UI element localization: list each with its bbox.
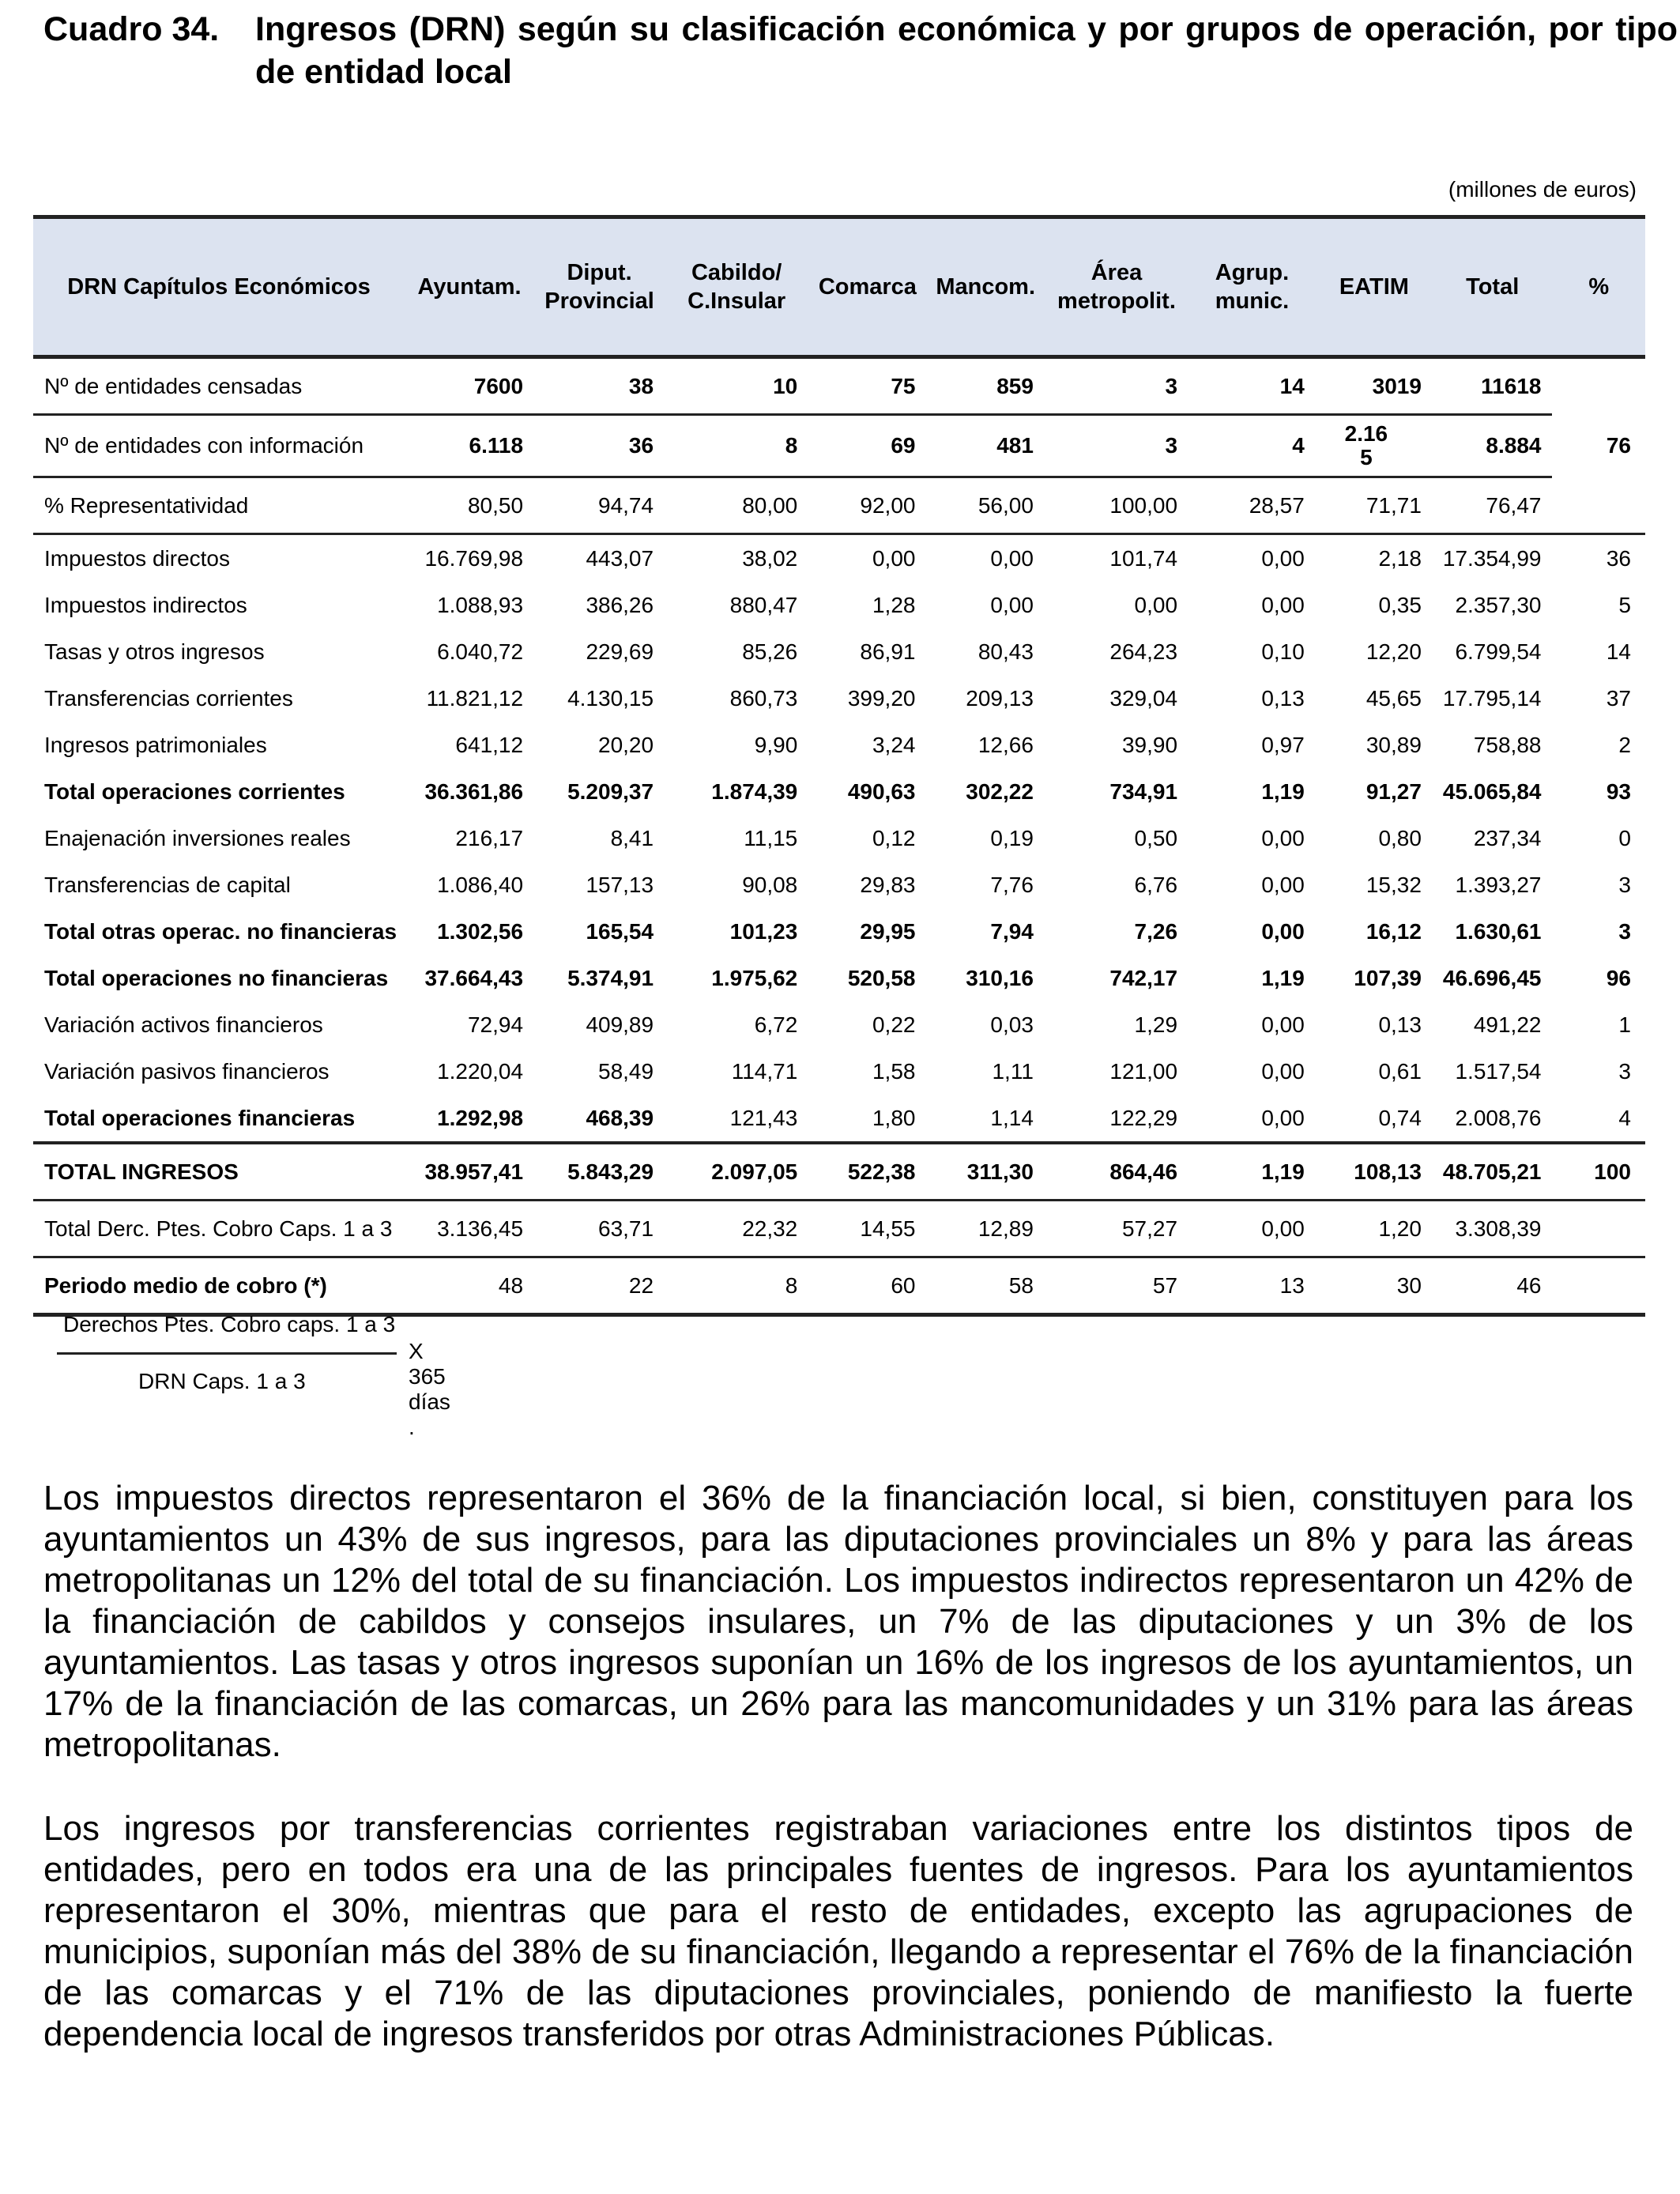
table-cell: 1.517,54	[1455, 1058, 1542, 1084]
table-cell: 29,83	[860, 872, 916, 897]
table-row	[33, 722, 1645, 768]
table-cell: 520,58	[847, 965, 916, 990]
table-cell: 86,91	[860, 639, 916, 664]
table-cell: 3019	[1316, 357, 1433, 415]
table-cell: 1,29	[1134, 1012, 1178, 1037]
table-cell: 80,00	[742, 492, 798, 518]
header-cell	[534, 217, 665, 357]
table-cell: 45,65	[1365, 685, 1422, 711]
table-cell: 5.374,91	[567, 965, 654, 990]
formula-denominator: DRN Caps. 1 a 3	[138, 1369, 306, 1393]
table-cell: 859	[926, 357, 1044, 415]
row-label: Total Derc. Ptes. Cobro Caps. 1 a 3	[33, 1201, 405, 1257]
header-cell-line: Mancom.	[936, 274, 1036, 300]
table-cell: 57,27	[1045, 1201, 1188, 1257]
row-label: Nº de entidades con información	[33, 415, 405, 477]
table-cell: 0,61	[1378, 1058, 1422, 1084]
table-cell: 63,71	[534, 1201, 665, 1257]
table-cell: 522,38	[808, 1143, 926, 1201]
table-cell: 310,16	[966, 965, 1034, 990]
table-cell: 1.393,27	[1455, 872, 1542, 897]
table-cell: 0,00	[1261, 1105, 1305, 1130]
table-cell: 76,47	[1486, 492, 1542, 518]
table-cell: 22,32	[665, 1201, 808, 1257]
table-cell: 12,89	[926, 1201, 1044, 1257]
table-cell: 386,26	[586, 592, 654, 617]
table-cell: 80,43	[977, 639, 1034, 664]
row-label: Periodo medio de cobro (*)	[33, 1257, 405, 1315]
table-cell: 3.136,45	[405, 1201, 534, 1257]
table-cell: 8	[665, 415, 808, 477]
table-cell: 36	[1552, 534, 1645, 582]
table-row	[33, 582, 1645, 628]
header-cell-line: Comarca	[818, 274, 917, 300]
table-cell: 17.354,99	[1433, 534, 1553, 582]
table-cell: 30,89	[1365, 732, 1422, 757]
table-cell: 4	[1188, 415, 1316, 477]
table-cell: 93	[1606, 778, 1631, 804]
table-cell: 36.361,86	[424, 778, 524, 804]
table-cell: 16,12	[1365, 918, 1422, 944]
table-cell: 0,00	[808, 534, 926, 582]
table-cell: 443,07	[534, 534, 665, 582]
table-cell: 58,49	[598, 1058, 654, 1084]
period-row	[33, 1257, 1645, 1315]
table-cell: 165,54	[586, 918, 654, 944]
total-row	[33, 1143, 1645, 1201]
table-cell: 36	[534, 415, 665, 477]
table-cell: 14	[1606, 639, 1631, 664]
row-label: Total operaciones no financieras	[44, 965, 389, 990]
row-label: Total operaciones financieras	[44, 1105, 356, 1130]
table-cell: 11618	[1433, 357, 1553, 415]
table-row	[33, 861, 1645, 908]
pending-row	[33, 1201, 1645, 1257]
table-cell: 37	[1606, 685, 1631, 711]
table-row	[33, 1001, 1645, 1048]
table-cell: 1,19	[1261, 965, 1305, 990]
table-row	[33, 675, 1645, 722]
table-cell: 3	[1618, 872, 1631, 897]
table-row	[33, 1095, 1645, 1143]
table-cell: 90,08	[742, 872, 798, 897]
table-cell: 58	[926, 1257, 1044, 1315]
table-cell: 48.705,21	[1433, 1143, 1553, 1201]
coverage-row	[33, 415, 1645, 477]
row-label: Variación pasivos financieros	[44, 1058, 330, 1084]
table-cell: 29,95	[860, 918, 916, 944]
table-row	[33, 1048, 1645, 1095]
table-cell: 0,97	[1261, 732, 1305, 757]
table-cell: 30	[1316, 1257, 1433, 1315]
paragraph: Los impuestos directos representaron el 36% de la financiación local, si bien, constituyen para los ayuntamientos un 43% de sus ingresos, para las diputaciones provinciales un 8% y para las áreas metropolitanas un 12% del total de su financiación. Los impuestos indirectos representaron un 42% de la financiación de cabildos y consejos insulares, un 7% de las diputaciones y un 3% de los ayuntamientos. Las tasas y otros ingresos suponían un 16% de los ingresos de los ayuntamientos, un 17% de la financiación de las comarcas, un 26% para las mancomunidades y un 31% para las áreas metropolitanas.	[43, 1479, 1633, 1764]
table-cell: 114,71	[731, 1058, 798, 1084]
table-cell: 7600	[405, 357, 534, 415]
table-cell: 1,58	[872, 1058, 916, 1084]
table-cell: 38,02	[665, 534, 808, 582]
table-cell: 12,20	[1365, 639, 1422, 664]
header-cell-line: Área	[1090, 260, 1143, 285]
table-cell: 4	[1618, 1105, 1631, 1130]
table-cell: 3.308,39	[1433, 1201, 1553, 1257]
table-row	[33, 628, 1645, 675]
row-label: Ingresos patrimoniales	[44, 732, 267, 757]
table-cell: 1,28	[872, 592, 916, 617]
table-cell: 101,74	[1045, 534, 1188, 582]
header-cell	[1045, 217, 1188, 357]
table-cell: 1,80	[872, 1105, 916, 1130]
table-cell: 6.799,54	[1455, 639, 1542, 664]
header-cell	[926, 217, 1044, 357]
table-cell: 121,43	[729, 1105, 798, 1130]
table-cell: 0,00	[1188, 1201, 1316, 1257]
pct-cell: 76	[1606, 433, 1631, 458]
row-label: % Representatividad	[44, 492, 249, 518]
table-cell: 3	[1045, 357, 1188, 415]
table-cell: 468,39	[586, 1105, 654, 1130]
table-cell: 641,12	[455, 732, 524, 757]
table-cell: 0,12	[872, 825, 916, 850]
table-cell: 101,23	[729, 918, 798, 944]
header-cell-line: Ayuntam.	[417, 274, 522, 300]
table-cell: 742,17	[1109, 965, 1178, 990]
table-cell: 209,13	[966, 685, 1034, 711]
table-cell: 92,00	[860, 492, 916, 518]
income-table	[33, 215, 1645, 1317]
coverage-row	[33, 357, 1645, 415]
table-cell: 108,13	[1316, 1143, 1433, 1201]
table-cell: 71,71	[1365, 492, 1422, 518]
table-cell: 16.769,98	[405, 534, 534, 582]
table-cell: 0,00	[1261, 825, 1305, 850]
cell-line: 5	[1360, 445, 1373, 469]
table-cell: 12,66	[977, 732, 1034, 757]
header-cell-line: Agrup.	[1215, 260, 1290, 285]
table-row	[33, 534, 1645, 582]
table-cell: 490,63	[847, 778, 916, 804]
table-cell: 45.065,84	[1442, 778, 1542, 804]
table-cell: 481	[926, 415, 1044, 477]
table-cell: 11.821,12	[426, 685, 524, 711]
table-row	[33, 955, 1645, 1001]
table-cell: 6.118	[405, 415, 534, 477]
table-cell: 46	[1433, 1257, 1553, 1315]
table-row	[33, 768, 1645, 815]
table-cell: 9,90	[754, 732, 798, 757]
table-cell: 0,00	[926, 534, 1044, 582]
table-cell: 1.088,93	[437, 592, 524, 617]
table-cell: 409,89	[586, 1012, 654, 1037]
table-cell: 20,20	[598, 732, 654, 757]
table-cell: 17.795,14	[1442, 685, 1542, 711]
table-cell: 57	[1045, 1257, 1188, 1315]
table-cell: 734,91	[1109, 778, 1178, 804]
table-cell: 28,57	[1249, 492, 1305, 518]
row-label: Transferencias corrientes	[44, 685, 293, 711]
table-cell: 94,74	[598, 492, 654, 518]
table-cell: 1,19	[1261, 778, 1305, 804]
table-cell: 96	[1606, 965, 1631, 990]
table-cell: 6,72	[754, 1012, 798, 1037]
table-cell: 0,13	[1378, 1012, 1422, 1037]
table-cell: 46.696,45	[1442, 965, 1542, 990]
table-cell: 7,26	[1134, 918, 1178, 944]
table-cell: 311,30	[926, 1143, 1044, 1201]
row-label: Enajenación inversiones reales	[44, 825, 351, 850]
table-cell: 1,14	[990, 1105, 1034, 1130]
table-cell: 2	[1618, 732, 1631, 757]
table-row	[33, 815, 1645, 861]
table-cell: 0,22	[872, 1012, 916, 1037]
cell-line: 2.16	[1344, 421, 1388, 446]
header-cell-line: Total	[1466, 274, 1520, 300]
table-cell: 1	[1618, 1012, 1631, 1037]
table-cell: 107,39	[1354, 965, 1422, 990]
table-cell: 1.086,40	[437, 872, 524, 897]
header-cell	[1188, 217, 1316, 357]
table-cell: 0,00	[1261, 918, 1305, 944]
table-cell: 75	[808, 357, 926, 415]
table-cell: 1,20	[1316, 1201, 1433, 1257]
table-cell: 91,27	[1365, 778, 1422, 804]
table-cell: 1,19	[1188, 1143, 1316, 1201]
row-label: Impuestos indirectos	[44, 592, 247, 617]
fraction-bar	[57, 1352, 397, 1355]
row-label: Transferencias de capital	[44, 872, 291, 897]
table-cell: 0,19	[990, 825, 1034, 850]
table-cell: 60	[808, 1257, 926, 1315]
table-cell: 3	[1618, 918, 1631, 944]
header-cell-line: C.Insular	[687, 288, 786, 314]
row-label: Impuestos directos	[33, 534, 405, 582]
table-cell: 13	[1188, 1257, 1316, 1315]
row-label: Tasas y otros ingresos	[44, 639, 265, 664]
table-cell: 399,20	[847, 685, 916, 711]
table-cell: 0,13	[1261, 685, 1305, 711]
table-cell: 0,80	[1378, 825, 1422, 850]
table-cell: 10	[665, 357, 808, 415]
table-caption: Ingresos (DRN) según su clasificación económica y por grupos de operación, por tipo de entidad local	[255, 10, 1678, 91]
table-cell: 7,76	[990, 872, 1034, 897]
table-cell: 38	[534, 357, 665, 415]
table-cell: 1.302,56	[437, 918, 524, 944]
row-label: Variación activos financieros	[44, 1012, 323, 1037]
table-cell: 56,00	[977, 492, 1034, 518]
table-cell	[1552, 1201, 1645, 1257]
row-label: TOTAL INGRESOS	[33, 1143, 405, 1201]
table-number: Cuadro 34.	[43, 10, 220, 48]
table-cell: 5.843,29	[534, 1143, 665, 1201]
table-cell: 7,94	[990, 918, 1034, 944]
table-cell: 491,22	[1473, 1012, 1542, 1037]
table-row	[33, 908, 1645, 955]
header-cell-line: Diput.	[567, 260, 632, 285]
formula-numerator: Derechos Ptes. Cobro caps. 1 a 3	[63, 1312, 396, 1336]
table-cell: 880,47	[729, 592, 798, 617]
table-cell: 122,29	[1109, 1105, 1178, 1130]
table-cell: 8,41	[610, 825, 654, 850]
coverage-row	[33, 477, 1645, 534]
table-cell: 11,15	[744, 825, 798, 850]
table-cell: 1.874,39	[711, 778, 798, 804]
table-cell: 2.097,05	[665, 1143, 808, 1201]
table-cell: 14	[1188, 357, 1316, 415]
table-cell: 3	[1618, 1058, 1631, 1084]
table-cell: 1,11	[992, 1058, 1034, 1084]
table-cell: 1.292,98	[437, 1105, 524, 1130]
table-cell: 0	[1618, 825, 1631, 850]
row-label: Nº de entidades censadas	[33, 357, 405, 415]
table-cell	[1552, 1257, 1645, 1315]
table-cell: 8.884	[1433, 415, 1553, 477]
table-cell: 1.220,04	[437, 1058, 524, 1084]
table-cell: 37.664,43	[424, 965, 524, 990]
header-cell	[808, 217, 926, 357]
header-cell	[1552, 217, 1645, 357]
table-cell: 0,50	[1134, 825, 1178, 850]
table-cell: 264,23	[1109, 639, 1178, 664]
table-cell: 0,00	[1261, 1058, 1305, 1084]
table-cell: 48	[405, 1257, 534, 1315]
table-cell: 3,24	[872, 732, 916, 757]
table-cell: 864,46	[1045, 1143, 1188, 1201]
table-cell: 0,00	[1134, 592, 1178, 617]
table-cell	[1316, 415, 1433, 477]
row-label: Total operaciones corrientes	[44, 778, 345, 804]
table-cell: 39,90	[1121, 732, 1178, 757]
table-cell: 69	[808, 415, 926, 477]
table-cell: 22	[534, 1257, 665, 1315]
table-cell: 0,00	[990, 592, 1034, 617]
table-cell: 1.975,62	[711, 965, 798, 990]
paragraph: Los ingresos por transferencias corrientes registraban variaciones entre los distintos tipos de entidades, pero en todos era una de las principales fuentes de ingresos. Para los ayuntamientos representaron el 30%, mientras que para el resto de entidades, excepto las agrupaciones de municipios, suponían más del 38% de su financiación, llegando a representar el 76% de la financiación de las comarcas y el 71% de las diputaciones provinciales, poniendo de manifiesto la fuerte dependencia local de ingresos transferidos por otras Administraciones Públicas.	[43, 1809, 1633, 2053]
table-cell: 758,88	[1473, 732, 1542, 757]
table-cell: 6,76	[1134, 872, 1178, 897]
table-cell: 38.957,41	[405, 1143, 534, 1201]
header-cell-line: munic.	[1215, 288, 1290, 314]
table-cell: 1.630,61	[1455, 918, 1542, 944]
header-cell	[405, 217, 534, 357]
table-cell: 3	[1045, 415, 1188, 477]
table-cell: 0,00	[1261, 592, 1305, 617]
table-cell: 80,50	[467, 492, 524, 518]
formula-multiplier: X 365 días .	[409, 1339, 450, 1439]
table-cell: 0,00	[1261, 1012, 1305, 1037]
table-cell: 0,00	[1261, 872, 1305, 897]
header-cell	[665, 217, 808, 357]
table-cell: 0,00	[1188, 534, 1316, 582]
header-cell-line: EATIM	[1339, 274, 1409, 300]
header-cell: DRN Capítulos Económicos	[33, 217, 405, 357]
table-cell: 2.357,30	[1455, 592, 1542, 617]
table-cell: 0,74	[1378, 1105, 1422, 1130]
table-cell: 329,04	[1109, 685, 1178, 711]
table-cell: 100	[1552, 1143, 1645, 1201]
table-cell: 0,03	[990, 1012, 1034, 1037]
header-cell-line: Provincial	[544, 288, 654, 314]
table-cell: 6.040,72	[437, 639, 524, 664]
table-cell: 5.209,37	[567, 778, 654, 804]
header-cell	[1433, 217, 1553, 357]
table-cell: 2,18	[1316, 534, 1433, 582]
table-cell: 0,10	[1261, 639, 1305, 664]
table-cell: 85,26	[742, 639, 798, 664]
header-cell-line: metropolit.	[1057, 288, 1176, 314]
table-cell: 302,22	[966, 778, 1034, 804]
table-cell: 216,17	[455, 825, 524, 850]
table-cell: 100,00	[1109, 492, 1178, 518]
table-cell: 121,00	[1109, 1058, 1178, 1084]
table-cell: 0,35	[1378, 592, 1422, 617]
table-cell: 860,73	[729, 685, 798, 711]
table-cell: 8	[665, 1257, 808, 1315]
table-cell: 157,13	[586, 872, 654, 897]
table-cell: 237,34	[1473, 825, 1542, 850]
table-cell: 4.130,15	[567, 685, 654, 711]
header-cell-line: Cabildo/	[691, 260, 782, 285]
header-row	[33, 217, 1645, 357]
table-cell: 2.008,76	[1455, 1105, 1542, 1130]
unit-note: (millones de euros)	[1448, 177, 1637, 202]
table-cell: 14,55	[808, 1201, 926, 1257]
header-cell-line: %	[1588, 274, 1610, 300]
table-cell: 5	[1618, 592, 1631, 617]
row-label: Total otras operac. no financieras	[44, 918, 397, 944]
table-cell: 72,94	[467, 1012, 524, 1037]
table-cell: 229,69	[586, 639, 654, 664]
header-cell	[1316, 217, 1433, 357]
table-cell: 15,32	[1365, 872, 1422, 897]
